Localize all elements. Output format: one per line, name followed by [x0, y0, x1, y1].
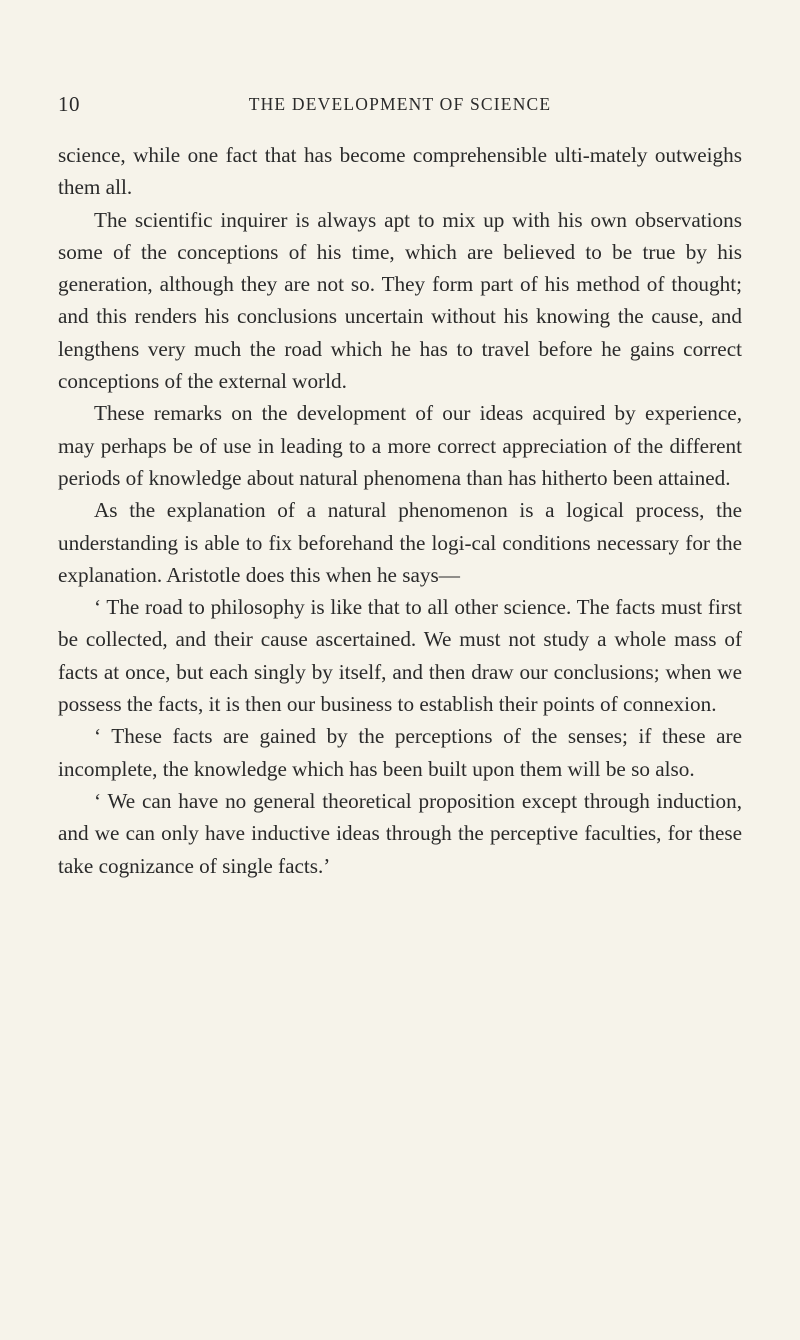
- paragraph-3: These remarks on the development of our ideas acquired by experience, may perhaps be of use in leading to a more correct appreciation of the different periods of knowledge about natural phenomena than has hitherto been attained.: [58, 401, 742, 490]
- quote-paragraph-1: ‘ The road to philosophy is like that to all other science. The facts must first be collected, and their cause ascertained. We must not study a whole mass of facts at once, but each singly by itself, and then draw our conclusions; when we possess the facts, it is then our business to establish their points of connexion.: [58, 595, 742, 717]
- running-head: THE DEVELOPMENT OF SCIENCE: [248, 94, 552, 114]
- paragraph-1: science, while one fact that has become comprehensible ulti-mately outweighs them all.: [58, 143, 742, 200]
- paragraph-2: The scientific inquirer is always apt to mix up with his own observations some of the conceptions of his time, which are believed to be true by his generation, although they are not so. They form part of his method of thought; and this renders his conclusions uncertain without his knowing the cause, and lengthens very much the road which he has to travel before he gains correct conceptions of the external world.: [58, 207, 742, 394]
- paragraph-4: As the explanation of a natural phenomenon is a logical process, the understanding is able to fix beforehand the logi-cal conditions necessary for the explanation. Aristotle does this when he says—: [58, 498, 742, 587]
- body-text: [58, 139, 742, 882]
- page-header: [58, 92, 742, 118]
- quote-paragraph-3: ‘ We can have no general theoretical proposition except through induction, and we can only have inductive ideas through the perceptive faculties, for these take cognizance of single facts.’: [58, 788, 742, 878]
- page-number: 10: [58, 92, 80, 116]
- quote-paragraph-2: ‘ These facts are gained by the perceptions of the senses; if these are incomplete, the knowledge which has been built upon them will be so also.: [58, 724, 742, 781]
